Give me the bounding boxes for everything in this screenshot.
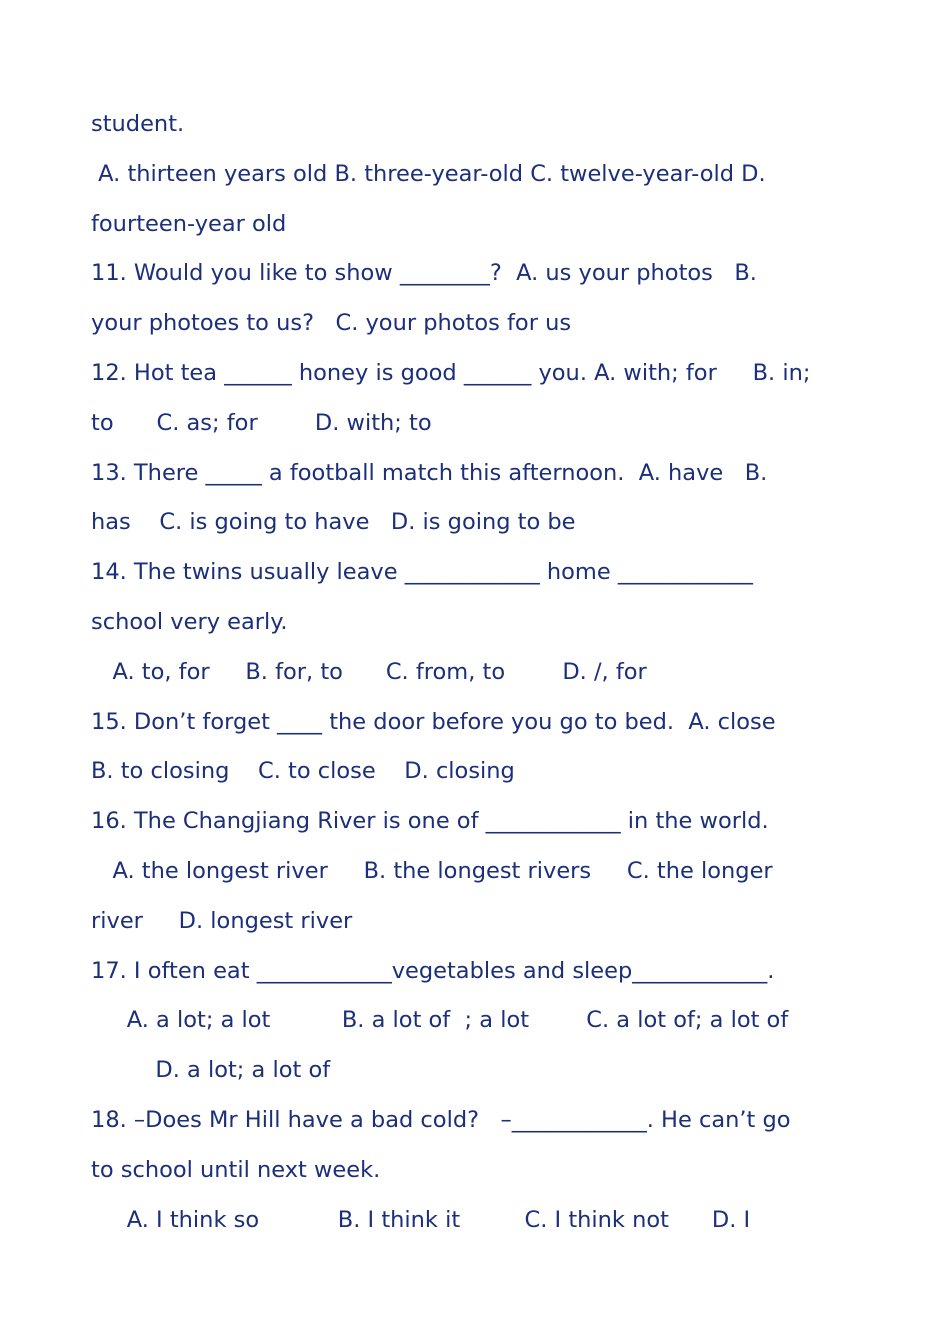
question-18: 18. –Does Mr Hill have a bad cold? –____________. He can’t go (91, 1106, 791, 1133)
options-line: A. the longest river B. the longest rivers C. the longer (91, 857, 773, 884)
text-line: your photoes to us? C. your photos for us (91, 310, 572, 337)
options-line: A. a lot; a lot B. a lot of ; a lot C. a lot of; a lot of (91, 1007, 789, 1034)
text-line: student. (91, 111, 185, 137)
text-line: river D. longest river (91, 907, 353, 934)
text-line: to C. as; for D. with; to (91, 409, 432, 436)
exercise-text (91, 100, 871, 1245)
text-line: fourteen-year old (91, 210, 287, 237)
options-line: D. a lot; a lot of (91, 1057, 331, 1084)
options-line: A. to, for B. for, to C. from, to D. /, for (91, 658, 647, 685)
text-line: to school until next week. (91, 1156, 381, 1183)
text-line: school very early. (91, 608, 288, 635)
question-13: 13. There _____ a football match this afternoon. A. have B. (91, 459, 768, 486)
text-line: B. to closing C. to close D. closing (91, 758, 515, 785)
question-16: 16. The Changjiang River is one of ____________ in the world. (91, 808, 769, 835)
question-14: 14. The twins usually leave ____________ home ____________ (91, 559, 753, 586)
options-line: A. I think so B. I think it C. I think not D. I (91, 1206, 751, 1233)
question-15: 15. Don’t forget ____ the door before you go to bed. A. close (91, 708, 776, 735)
question-12: 12. Hot tea ______ honey is good ______ you. A. with; for B. in; (91, 359, 811, 386)
text-line: has C. is going to have D. is going to be (91, 509, 576, 536)
question-11: 11. Would you like to show ________? A. us your photos B. (91, 260, 757, 287)
text-line: A. thirteen years old B. three-year-old C. twelve-year-old D. (91, 160, 766, 187)
question-17: 17. I often eat ____________vegetables and sleep____________. (91, 957, 775, 984)
